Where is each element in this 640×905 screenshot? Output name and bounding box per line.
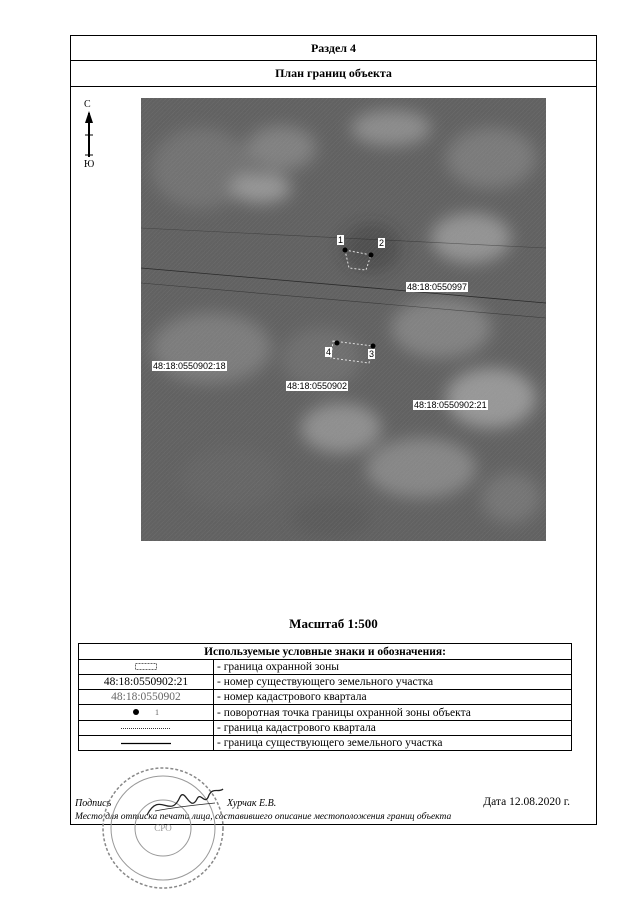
solid-line-icon [79,736,214,751]
legend-text: - поворотная точка границы охранной зоны объекта [214,705,572,721]
parcel-label: 48:18:0550902:21 [414,400,487,410]
legend-symbol-text: 48:18:0550902 [79,690,214,705]
legend-text: - граница существующего земельного участка [214,736,572,751]
scale-text: Масштаб 1:500 [289,616,378,631]
parcel-label: 48:18:0550902:18 [153,361,226,371]
quarter-label: 48:18:0550902 [287,381,348,391]
document-date: Дата 12.08.2020 г. [483,796,570,808]
stamp-seal-icon [100,765,226,891]
parcel-label: 48:18:0550997 [407,282,468,292]
point-1-label: 1 [338,235,344,245]
legend-row [79,675,572,690]
plan-title: План границ объекта [71,60,596,87]
point-2-label: 2 [379,238,385,248]
north-arrow-icon [79,99,101,171]
legend-text: - граница кадастрового квартала [214,721,572,736]
legend-row [79,705,572,721]
legend-header: Используемые условные знаки и обозначения: [79,644,572,660]
legend-row [79,690,572,705]
south-label: Ю [84,159,95,170]
legend-row [79,721,572,736]
legend-row [79,660,572,675]
dashed-rect-icon [79,660,214,675]
point-icon-label: 1 [155,708,159,717]
signer-name: Хурчак Е.В. [227,798,277,809]
legend-row [79,736,572,751]
signature-icon [145,785,225,825]
point-3-label: 3 [369,349,375,359]
legend-text: - граница охранной зоны [214,660,572,675]
stamp-note: Место для оттиска печати лица, составившего описание местоположения границ объекта [75,812,452,822]
stamp-text: СРО [154,823,172,833]
legend-table [78,643,572,751]
point-4-label: 4 [326,347,332,357]
dotted-line-icon [79,721,214,736]
north-label: С [84,99,91,110]
document-sheet [70,35,597,825]
section-title: Раздел 4 [71,36,596,61]
legend-text: - номер существующего земельного участка [214,675,572,690]
legend-symbol-text: 48:18:0550902:21 [79,675,214,690]
point-icon [79,705,214,721]
legend-text: - номер кадастрового квартала [214,690,572,705]
signature-label: Подпись [75,798,112,809]
